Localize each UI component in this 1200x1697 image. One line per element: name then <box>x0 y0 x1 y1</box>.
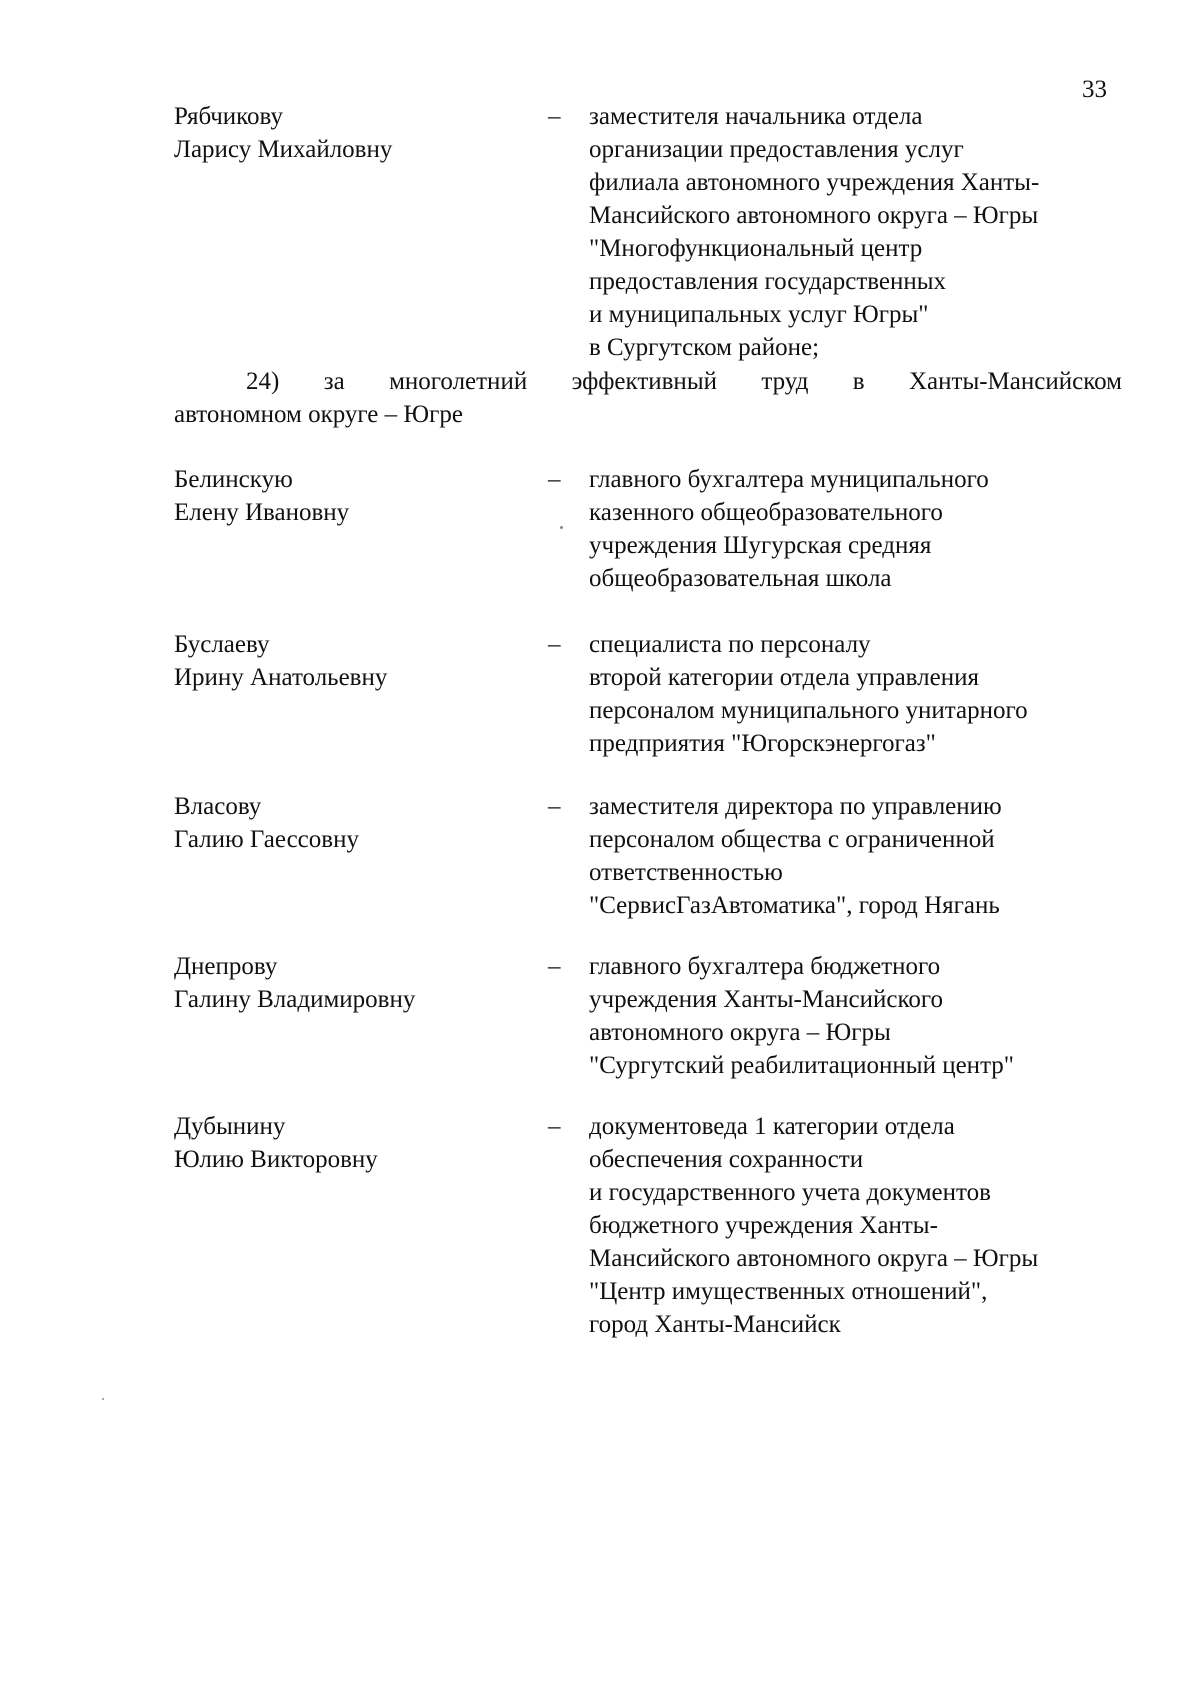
position-description <box>589 1110 1129 1341</box>
description-line: организации предоставления услуг <box>589 136 964 163</box>
first-patronymic: Елену Ивановну <box>174 499 350 526</box>
person-name <box>174 1110 534 1176</box>
dash-separator: – <box>548 466 561 493</box>
person-name <box>174 463 534 529</box>
dash-separator: – <box>548 1113 561 1140</box>
person-name <box>174 100 534 166</box>
description-line: специалиста по персоналу <box>589 631 871 658</box>
description-line: учреждения Шугурская средняя <box>589 532 932 559</box>
first-patronymic: Галию Гаессовну <box>174 826 359 853</box>
description-line: обеспечения сохранности <box>589 1146 864 1173</box>
heading-word: 24) <box>246 368 280 395</box>
first-patronymic: Ирину Анатольевну <box>174 664 388 691</box>
person-name <box>174 790 534 856</box>
scan-speck <box>102 1398 104 1400</box>
heading-word: труд <box>761 368 809 395</box>
description-line: документоведа 1 категории отдела <box>589 1113 955 1140</box>
page-number: 33 <box>1082 76 1107 103</box>
description-line: город Ханты-Мансийск <box>589 1311 841 1338</box>
description-line: учреждения Ханты-Мансийского <box>589 986 944 1013</box>
surname: Белинскую <box>174 466 293 493</box>
first-patronymic: Ларису Михайловну <box>174 136 393 163</box>
position-description <box>589 950 1129 1082</box>
position-description <box>589 790 1129 922</box>
heading-word: за <box>323 368 345 395</box>
first-patronymic: Юлию Викторовну <box>174 1146 378 1173</box>
heading-line-2: автономном округе – Югре <box>174 401 463 428</box>
person-name <box>174 950 534 1016</box>
description-line: заместителя директора по управлению <box>589 793 1002 820</box>
heading-word: в <box>852 368 865 395</box>
description-line: общеобразовательная школа <box>589 565 892 592</box>
heading-line-1 <box>174 365 1122 398</box>
description-line: бюджетного учреждения Ханты- <box>589 1212 938 1239</box>
description-line: предоставления государственных <box>589 268 947 295</box>
dash-separator: – <box>548 793 561 820</box>
surname: Буслаеву <box>174 631 270 658</box>
description-line: "Многофункциональный центр <box>589 235 923 262</box>
description-line: ответственностью <box>589 859 783 886</box>
position-description <box>589 628 1129 760</box>
description-line: Мансийского автономного округа – Югры <box>589 202 1039 229</box>
surname: Дубынину <box>174 1113 286 1140</box>
description-line: главного бухгалтера бюджетного <box>589 953 941 980</box>
heading-word: Ханты-Мансийском <box>908 368 1122 395</box>
description-line: главного бухгалтера муниципального <box>589 466 989 493</box>
section-heading <box>174 365 1122 431</box>
description-line: казенного общеобразовательного <box>589 499 943 526</box>
description-line: автономного округа – Югры <box>589 1019 891 1046</box>
dash-separator: – <box>548 103 561 130</box>
position-description <box>589 463 1129 595</box>
position-description <box>589 100 1129 364</box>
description-line: "Сургутский реабилитационный центр" <box>589 1052 1014 1079</box>
description-line: персоналом муниципального унитарного <box>589 697 1028 724</box>
heading-word: многолетний <box>389 368 528 395</box>
first-patronymic: Галину Владимировну <box>174 986 416 1013</box>
surname: Власову <box>174 793 262 820</box>
heading-word: эффективный <box>571 368 717 395</box>
description-line: "СервисГазАвтоматика", город Нягань <box>589 892 1000 919</box>
description-line: в Сургутском районе; <box>589 334 820 361</box>
description-line: Мансийского автономного округа – Югры <box>589 1245 1039 1272</box>
dash-separator: – <box>548 631 561 658</box>
description-line: предприятия "Югорскэнергогаз" <box>589 730 936 757</box>
description-line: и государственного учета документов <box>589 1179 991 1206</box>
scan-speck <box>560 526 563 529</box>
description-line: второй категории отдела управления <box>589 664 979 691</box>
surname: Рябчикову <box>174 103 283 130</box>
person-name <box>174 628 534 694</box>
description-line: филиала автономного учреждения Ханты- <box>589 169 1040 196</box>
description-line: и муниципальных услуг Югры" <box>589 301 929 328</box>
description-line: заместителя начальника отдела <box>589 103 923 130</box>
description-line: персоналом общества с ограниченной <box>589 826 995 853</box>
surname: Днепрову <box>174 953 278 980</box>
description-line: "Центр имущественных отношений", <box>589 1278 988 1305</box>
dash-separator: – <box>548 953 561 980</box>
